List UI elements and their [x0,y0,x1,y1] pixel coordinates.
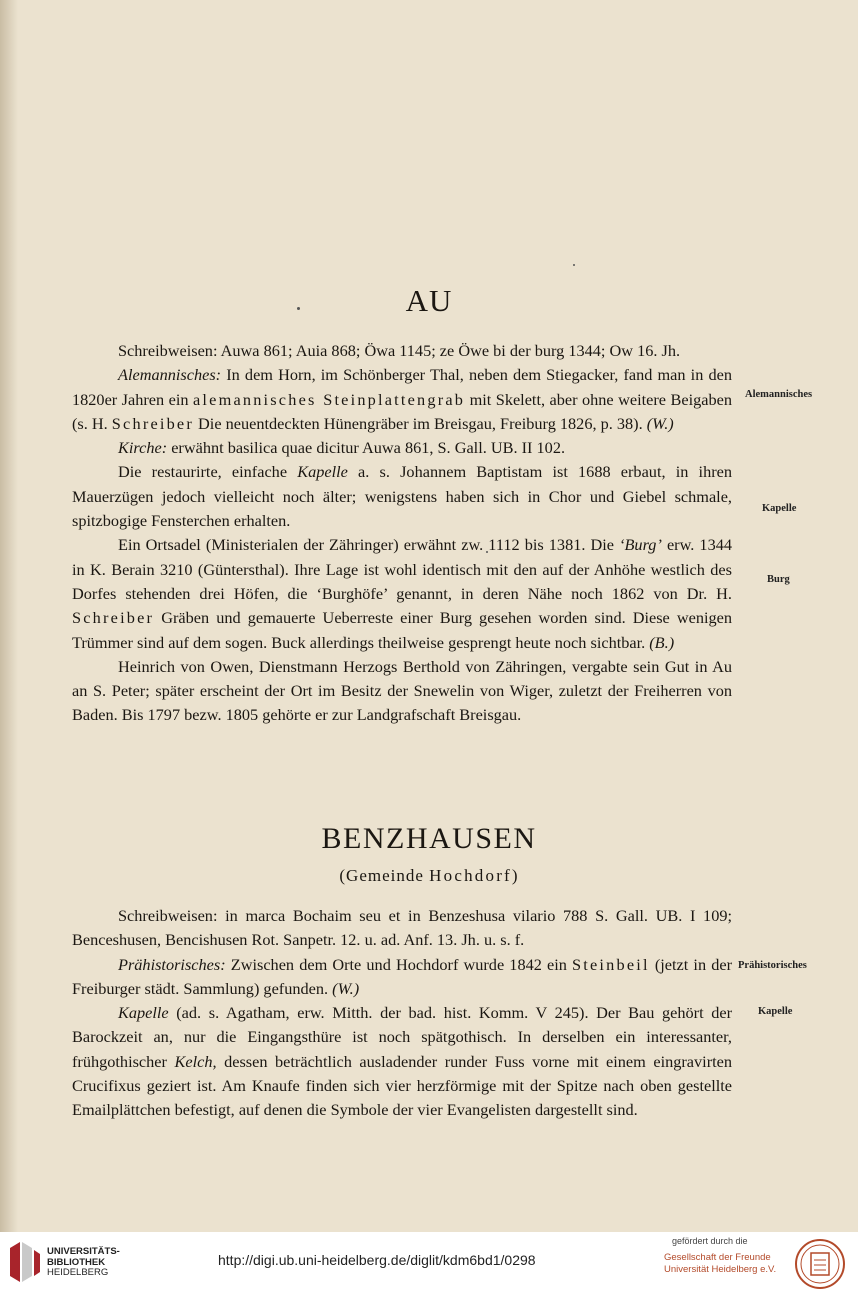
permalink-url[interactable]: http://digi.ub.uni-heidelberg.de/diglit/kdm6bd1/0298 [218,1252,536,1268]
au-schreibweisen: Schreibweisen: Auwa 861; Auia 868; Öwa 1145; ze Öwe bi der burg 1344; Ow 16. Jh. [118,341,681,360]
sponsor-name[interactable]: Gesellschaft der Freunde Universität Heidelberg e.V. [664,1252,777,1275]
benz-text-block [72,904,732,1123]
margin-note-alemannisches: Alemannisches [745,389,813,400]
ub-heidelberg-wordmark[interactable]: UNIVERSITÄTS- BIBLIOTHEK HEIDELBERG [47,1246,120,1278]
au-geschichte: Heinrich von Owen, Dienstmann Herzogs Berthold von Zähringen, vergabte sein Gut in Au an S. Peter; später erscheint der Ort im Besitz der Snewelin von Wiger, zuletzt der Freiherren von Baden. Bis 1797 bezw. 1805 gehörte er zur Landgrafschaft Breisgau. [72,656,732,725]
section-subtitle: (Gemeinde Hochdorf) [339,866,519,885]
margin-note-kapelle: Kapelle [762,503,797,514]
university-seal-icon [794,1238,846,1290]
benz-praehistorisches: Prähistorisches: Zwischen dem Orte und Hochdorf wurde 1842 ein Steinbeil (jetzt in der Freiburger städt. Sammlung) gefunden. (W.) [72,954,733,998]
au-burg: Ein Ortsadel (Ministerialen der Zähringer) erwähnt zw. 1112 bis 1381. Die ‘Burg’ erw. 1344 in K. Berain 3210 (Güntersthal). Ihre Lage ist wohl identisch mit den auf der Anhöhe westlich des Dorfes stehenden drei Höfen, die ‘Burghöfe’ genannt, in deren Nähe noch 1862 von Dr. H. Schreiber Gräben und gemauerte Ueberreste einer Burg gesehen worden sind. Diese wenigen Trümmer sind auf dem sogen. Buck allerdings theilweise gesprengt heute noch sichtbar. (B.) [72,535,732,652]
sponsor-caption: gefördert durch die [672,1236,748,1246]
speck [573,264,575,266]
ub-heidelberg-logo-icon[interactable] [6,1240,42,1284]
benz-schreibweisen: Schreibweisen: in marca Bochaim seu et in Benzeshusa vilario 788 S. Gall. UB. I 109; Benceshusen, Bencishusen Rot. Sanpetr. 12. u. ad. Anf. 13. Jh. u. s. f. [72,906,732,950]
au-kirche: Kirche: erwähnt basilica quae dicitur Auwa 861, S. Gall. UB. II 102. [118,438,566,458]
margin-note-burg: Burg [767,574,790,585]
margin-note-praehistorisches: Prähistorisches [738,960,807,971]
au-text-block [72,339,732,728]
margin-note-kapelle-2: Kapelle [758,1006,793,1017]
au-alemannisches: Alemannisches: In dem Horn, im Schönberger Thal, neben dem Stiegacker, fand man in den 1820er Jahren ein alemannisches Steinplattengrab mit Skelett, aber ohne weitere Beigaben (s. H. Schreiber Die neuentdeckten Hünengräber im Breisgau, Freiburg 1826, p. 38). (W.) [72,365,732,433]
benz-kapelle: Kapelle (ad. s. Agatham, erw. Mitth. der bad. hist. Komm. V 245). Der Bau gehört der Barockzeit an, nur die Eingangsthüre ist noch spätgothisch. In derselben ein interessanter, frühgothischer Kelch, dessen beträchtlich ausladender runder Fuss vorne mit einem eingravirten Crucifixus geziert ist. Am Knaufe finden sich vier herzförmige mit der Spitze nach oben gestellte Emailplättchen befestigt, auf denen die Symbole der vier Evangelisten dargestellt sind. [72,1003,733,1120]
au-kapelle: Die restaurirte, einfache Kapelle a. s. Johannem Baptistam ist 1688 erbaut, in ihren Mauerzügen jedoch vielleicht noch älter; wenigstens haben sich in Chor und Giebel schmale, spitzbogige Fensterchen erhalten. [72,462,732,531]
section-title-au: AU [405,283,453,318]
section-title-benzhausen: BENZHAUSEN [321,822,537,855]
